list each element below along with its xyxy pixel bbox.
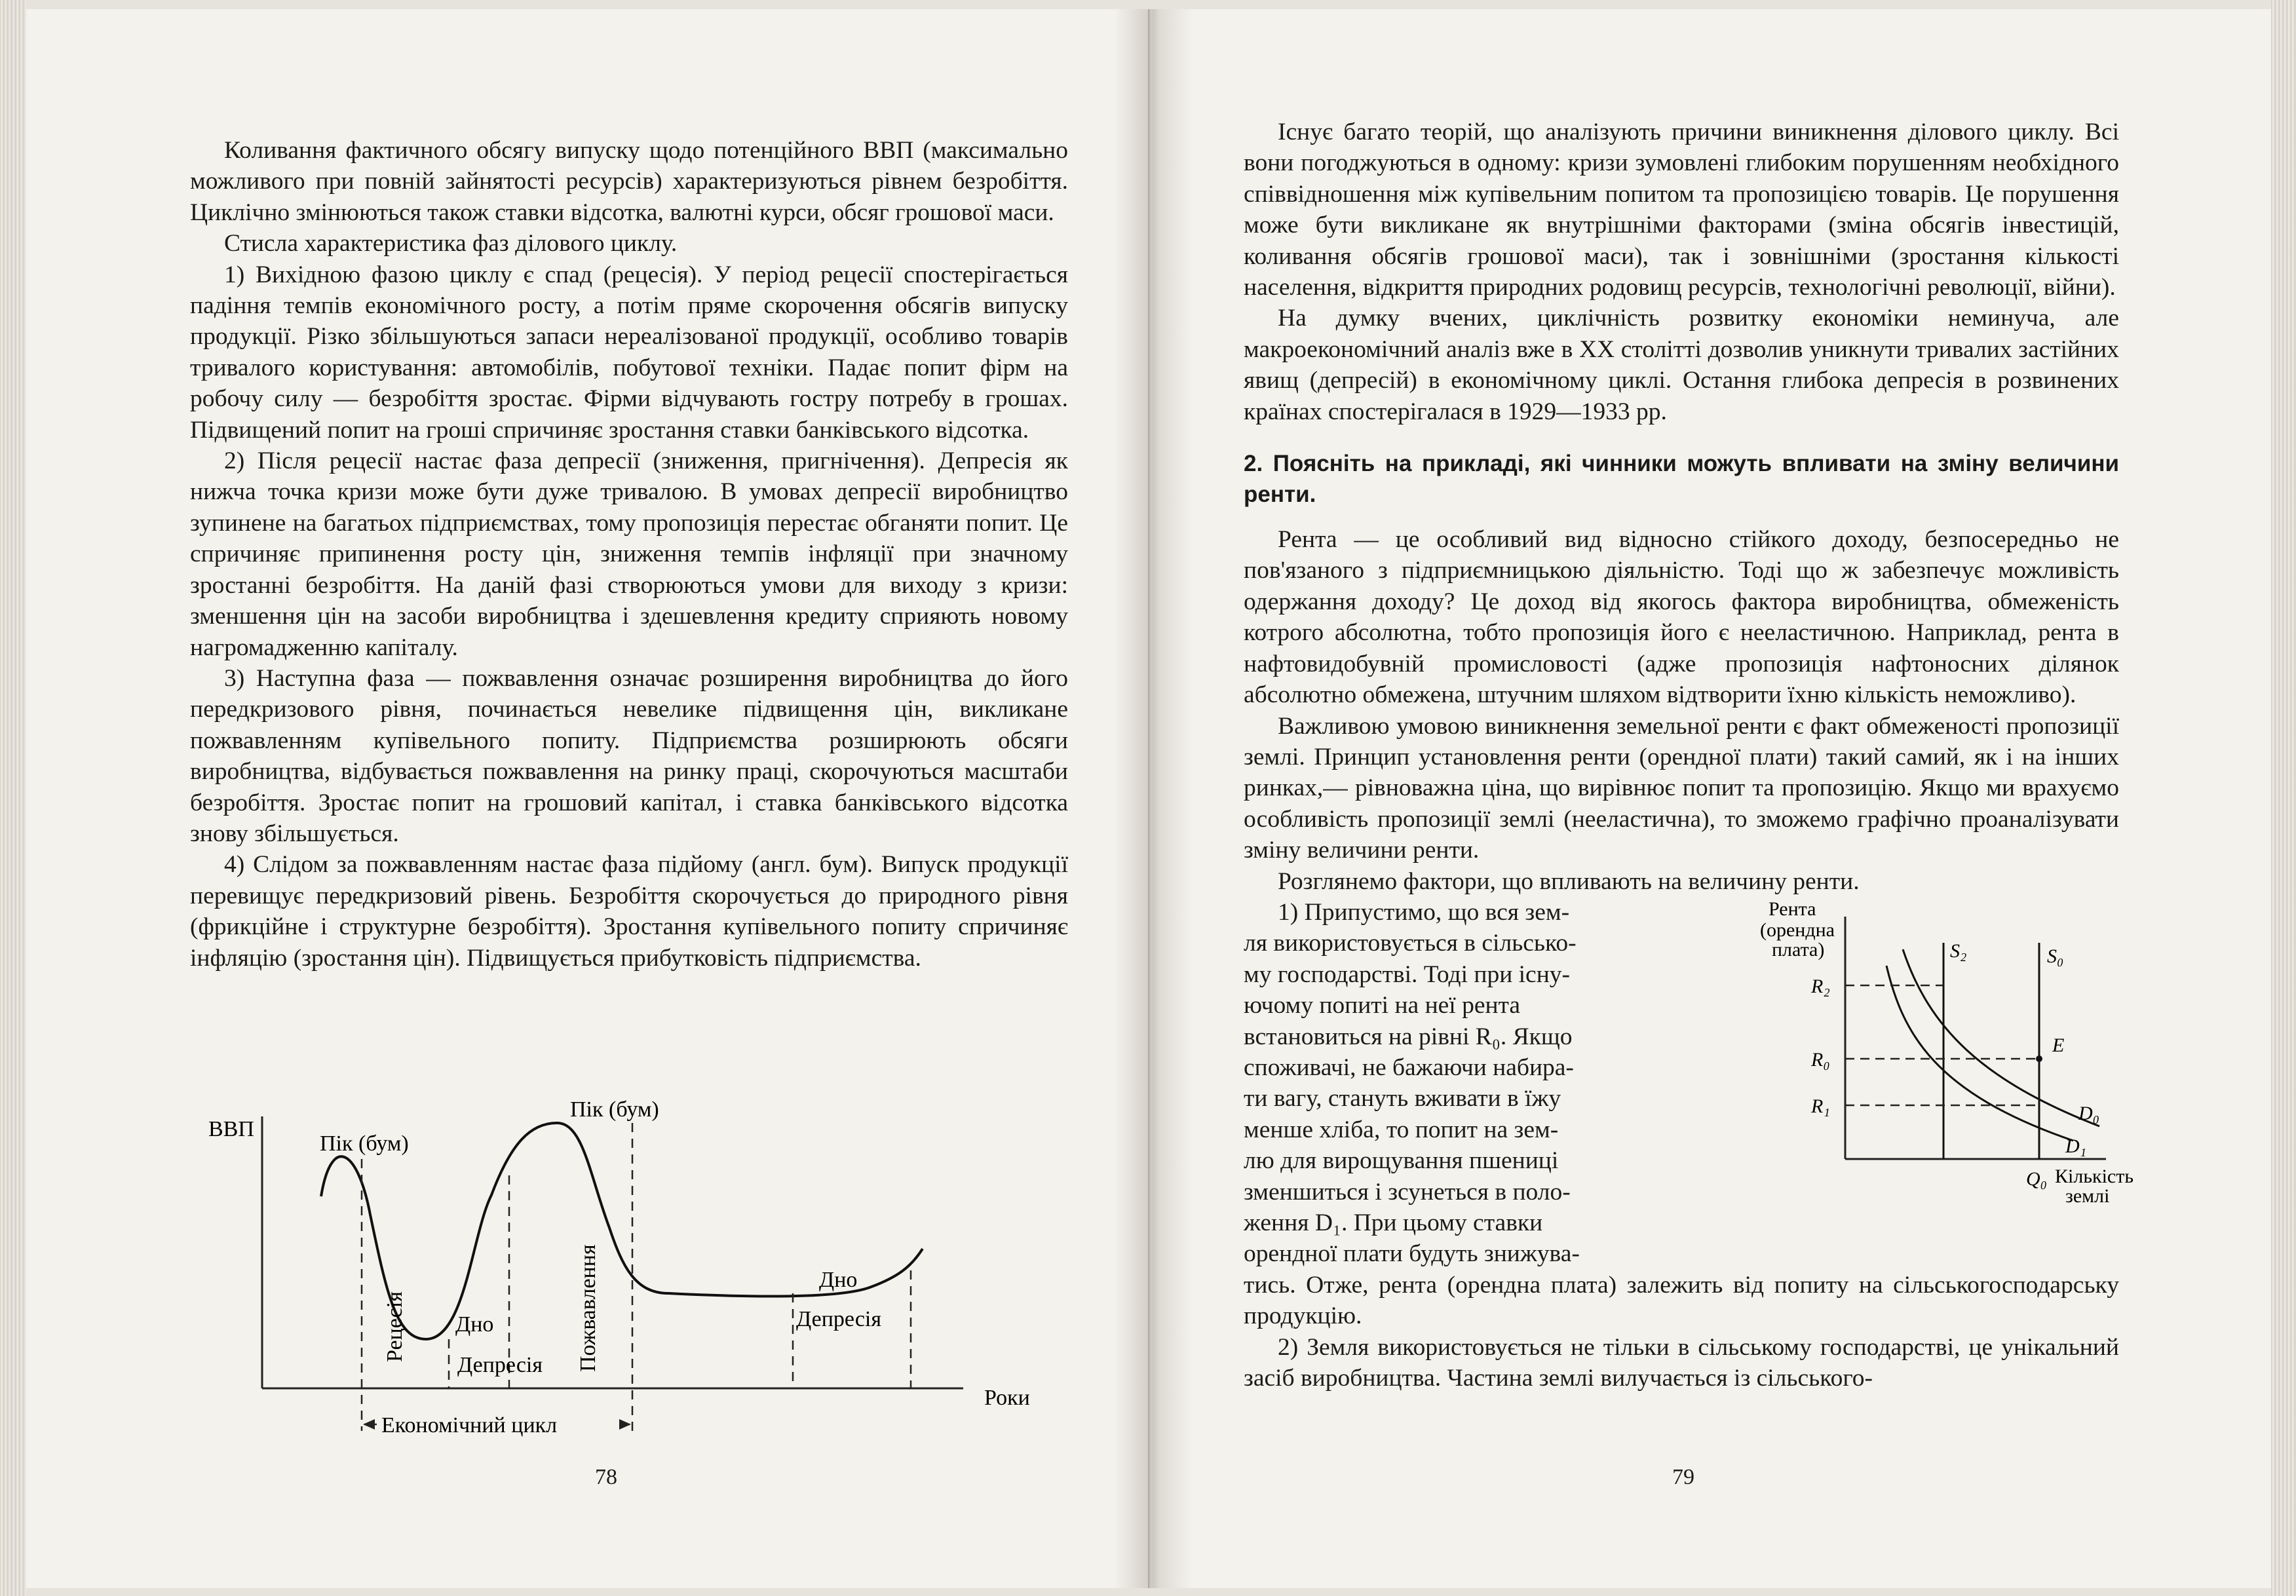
page-number: 79 — [1672, 1465, 1694, 1489]
left-page — [26, 9, 1149, 1588]
paragraph: 1) Вихідною фазою циклу є спад (рецесія). У період рецесії спостерігається падіння темпів економічного росту, а потім пряме скорочення обсягів випуску продукції. Різко збільшуються запаси нереалізованої продукції, особливо товарів тривалого користування: автомобілів, побутової техніки. Падає попит фірм на робочу силу — безробіття зростає. Фірми відчувають гостру потребу в грошах. Підвищений попит на гроші спричиняє зростання ставки банківського відсотка. — [190, 261, 1068, 444]
trough-label: Дно — [455, 1312, 494, 1337]
paragraph: Важливою умовою виникнення земельної ренти є факт обмеженості пропозиції землі. Принцип установлення ренти (орендної плати) такий самий, як і на інших ринках,— рівноважна ціна, що вирівнює попит та пропозицію. Якщо ми врахуємо особливість пропозиції землі (нееластична), то зможемо графічно проаналізувати зміну величини ренти. — [1244, 712, 2119, 864]
arrowhead — [619, 1419, 631, 1430]
y-axis-label: плата) — [1772, 938, 1825, 960]
label-q0: Q₀ — [2026, 1168, 2048, 1190]
label-e: E — [2052, 1034, 2065, 1056]
depression-label: Депресія — [457, 1353, 543, 1377]
depression-label: Депресія — [796, 1307, 882, 1331]
text-line: орендної плати будуть знижува- — [1244, 1240, 1580, 1268]
paragraph: тись. Отже, рента (орендна плата) залежить від попиту на сільськогосподарську продукцію. — [1244, 1271, 2119, 1330]
cycle-label: Економічний цикл — [381, 1413, 558, 1437]
trough-label: Дно — [819, 1268, 858, 1292]
paragraph: Рента — це особливий вид відносно стійкого доходу, безпосередньо не пов'язаного з підприємницькою діяльністю. Тоді що ж забезпечує можливість одержання доходу? Це доход від якогось фактора виробництва, обмеженість котрого абсолютна, тобто пропозиція його є нееластичною. Наприклад, рента в нафтовидобувній промисловості (адже пропозиція нафтоносних ділянок абсолютно обмежена, штучним шляхом відтворити їхню кількість неможливо). — [1244, 526, 2119, 709]
text-line: лю для вирощування пшениці — [1244, 1147, 1559, 1175]
text-line: му господарстві. Тоді при існу- — [1244, 960, 1571, 988]
label-r0: R₀ — [1811, 1048, 1830, 1071]
y-axis-label: Рента — [1769, 898, 1816, 920]
label-s0: S₀ — [2047, 945, 2064, 967]
peak-label: Пік (бум) — [570, 1097, 659, 1122]
paragraph: Розглянемо фактори, що впливають на величину ренти. — [1278, 867, 1860, 895]
right-page-text — [1244, 117, 2134, 1394]
label-r2: R₂ — [1811, 975, 1830, 997]
demand-curve-d1 — [1886, 966, 2073, 1141]
paragraph: На думку вчених, циклічність розвитку економіки неминуча, але макроекономічний аналіз вже в XX столітті дозволив уникнути тривалих застійних явищ (депресій) в економічному циклі. Остання глибока депресія в розвинених країнах спостерігалася в 1929—1933 рр. — [1244, 305, 2119, 425]
paragraph: Стисла характеристика фаз ділового циклу. — [224, 230, 678, 257]
demand-curve-d0 — [1903, 949, 2099, 1126]
recession-label: Рецесія — [383, 1291, 407, 1362]
right-page — [1151, 9, 2271, 1588]
revival-label: Пожвавлення — [576, 1244, 600, 1372]
paragraph: 2) Земля використовується не тільки в сільському господарстві, це унікальний засіб виробництва. Частина землі вилучається із сільського- — [1244, 1333, 2119, 1392]
business-cycle-diagram — [190, 1097, 1107, 1437]
rent-supply-demand-diagram — [1706, 897, 2134, 1238]
wrapped-paragraph — [1244, 897, 1696, 1270]
text-line: ти вагу, стануть вживати в їжу — [1244, 1085, 1561, 1112]
x-axis-label: Кількість — [2055, 1165, 2134, 1187]
text-line: менше хліба, то попит на зем- — [1244, 1116, 1559, 1143]
arrowhead — [363, 1419, 375, 1430]
x-axis-label: землі — [2065, 1185, 2110, 1207]
text-line: споживачі, не бажаючи набира- — [1244, 1054, 1574, 1081]
book-page-edges-left — [0, 0, 26, 1596]
book-page-edges-right — [2271, 0, 2296, 1596]
y-axis-label: (орендна — [1760, 919, 1835, 941]
text-with-figure — [1244, 897, 2134, 1270]
text-line: зменшиться і зсунеться в поло- — [1244, 1178, 1571, 1206]
text-line: встановиться на рівні R₀. Якщо — [1244, 1023, 1573, 1050]
equilibrium-point — [2036, 1055, 2042, 1062]
paragraph: 2) Після рецесії настає фаза депресії (зниження, пригнічення). Депресія як нижча точка кризи може бути дуже тривалою. В умовах депресії виробництво зупинене на багатьох підприємствах, тому пропозиція перестає обганяти попит. Це спричиняє припинення росту цін, зниження темпів інфляції при значному зростанні безробіття. На даній фазі створюються умови для виходу з кризи: зменшення цін на засоби виробництва і здешевлення кредиту сприяють новому нагромадженню капіталу. — [190, 447, 1068, 661]
page-number: 78 — [595, 1465, 617, 1489]
x-axis-label: Роки — [984, 1386, 1030, 1410]
left-page-text — [190, 135, 1068, 974]
peak-label: Пік (бум) — [320, 1131, 409, 1156]
text-line: ючому попиті на неї рента — [1244, 992, 1521, 1019]
text-line: ження D₁. При цьому ставки — [1244, 1209, 1543, 1236]
label-r1: R₁ — [1811, 1095, 1830, 1117]
label-s2: S₂ — [1950, 940, 1967, 962]
section-heading: 2. Поясніть на прикладі, які чинники можуть впливати на зміну величини ренти. — [1244, 451, 2119, 508]
label-d0: D₀ — [2078, 1102, 2100, 1124]
y-axis-label: ВВП — [208, 1117, 254, 1141]
paragraph: Коливання фактичного обсягу випуску щодо потенційного ВВП (максимально можливого при повній зайнятості ресурсів) характеризуються рівнем безробіття. Циклічно змінюються також ставки відсотка, валютні курси, обсяг грошової маси. — [190, 137, 1068, 226]
label-d1: D₁ — [2065, 1135, 2087, 1157]
paragraph: 3) Наступна фаза — пожвавлення означає розширення виробництва до його передкризового рівня, починається невелике підвищення цін, викликане пожвавленням купівельного попиту. Підприємства розширюють обсяги виробництва, відбувається пожвавлення на ринку праці, скорочуються масштаби безробіття. Зростає попит на грошовий капітал, і ставка банківського відсотка знову збільшується. — [190, 664, 1068, 847]
text-line: ля використовується в сільсько- — [1244, 930, 1577, 957]
paragraph: 4) Слідом за пожвавленням настає фаза підйому (англ. бум). Випуск продукції перевищує передкризовий рівень. Безробіття скорочується до природного рівня (фрикційне і структурне безробіття). Зростання купівельного попиту спричиняє інфляцію (зростання цін). Підвищується прибутковість підприємства. — [190, 851, 1068, 972]
text-line: 1) Припустимо, що вся зем- — [1278, 898, 1570, 926]
paragraph: Існує багато теорій, що аналізують причини виникнення ділового циклу. Всі вони погоджуються в одному: кризи зумовлені глибоким порушенням необхідного співвідношення між купівельним попитом та пропозицією товарів. Це порушення може бути викликане як внутрішніми факторами (зміна обсягів інвестицій, коливання обсягів грошової маси), так і зовнішніми (зростання кількості населення, відкриття природних родовищ ресурсів, технологічні революції, війни). — [1244, 119, 2119, 301]
